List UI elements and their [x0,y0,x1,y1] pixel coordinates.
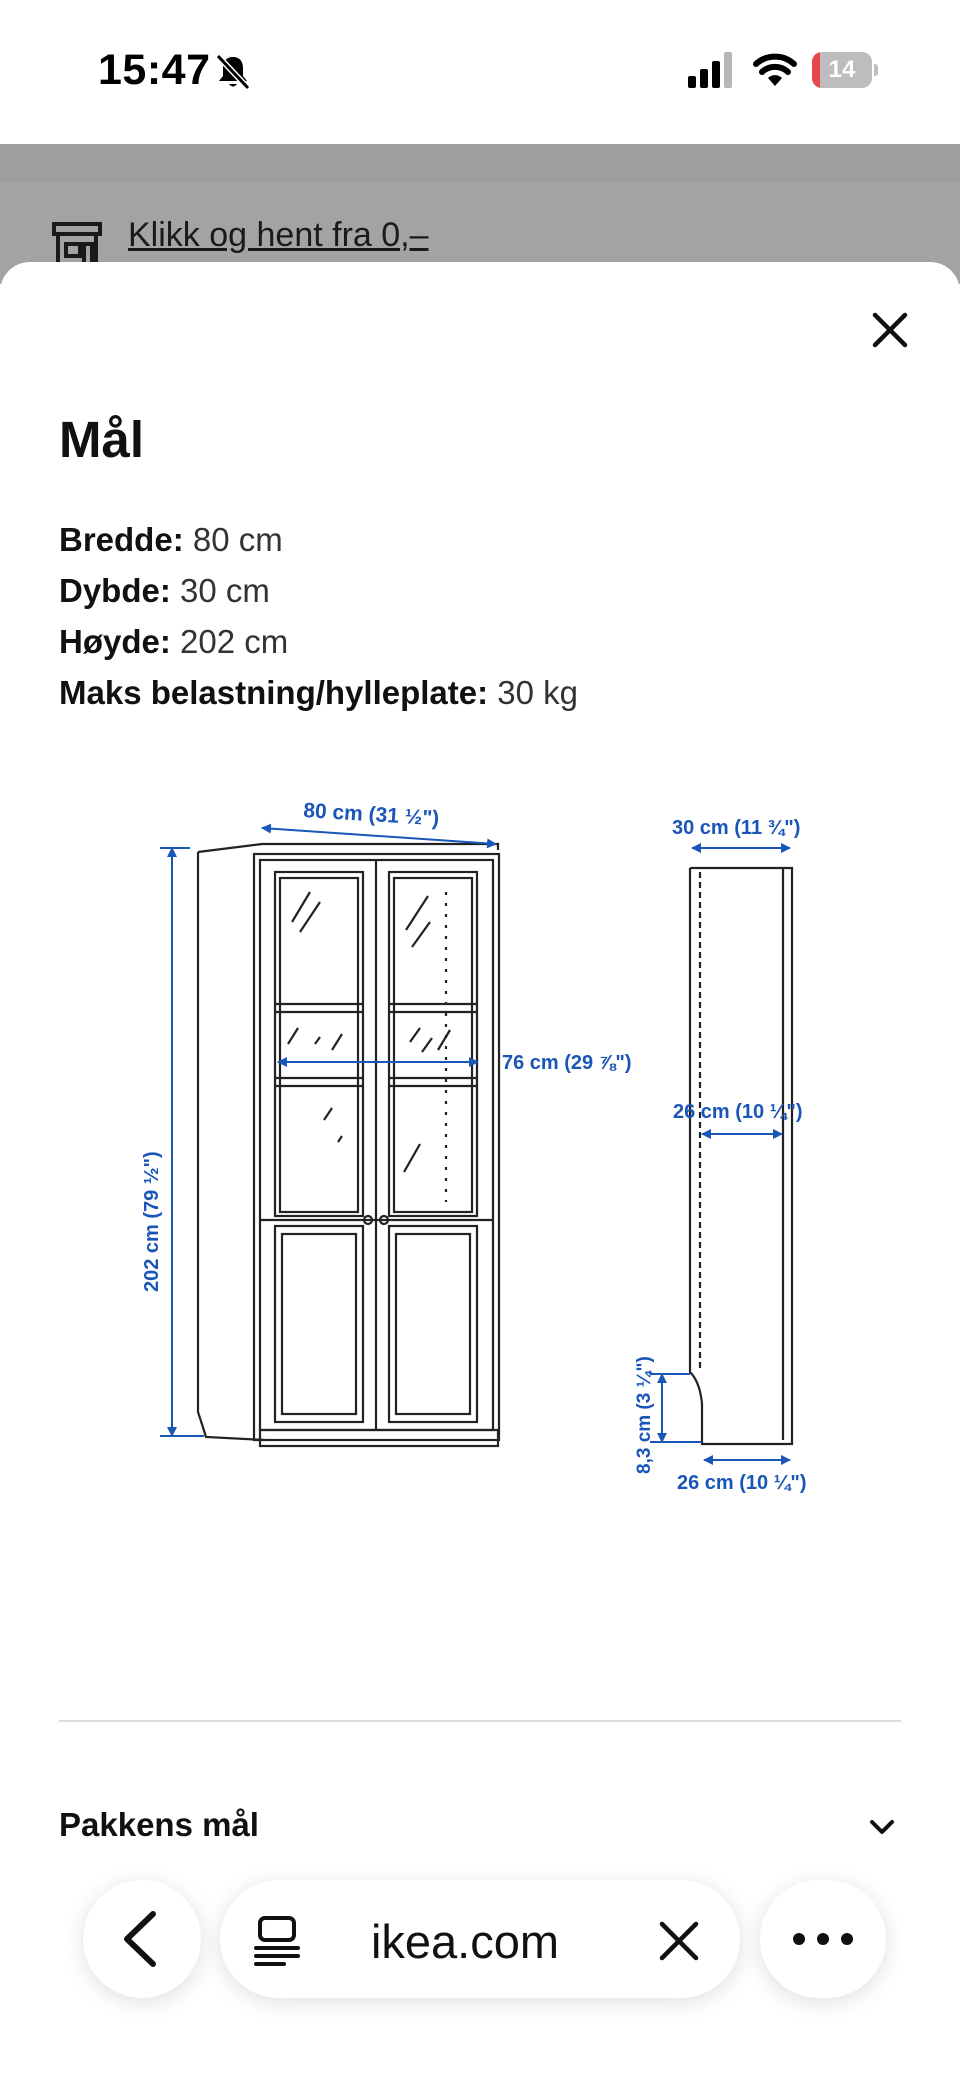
front-dimension-lines [160,828,496,1436]
spec-value: 80 cm [192,521,283,558]
chevron-down-icon [863,1808,901,1846]
inner-width-dimension-label: 76 cm (29 ⅞") [502,1052,632,1074]
status-bar [0,0,960,144]
spec-label: Dybde: [59,572,171,609]
package-dimensions-accordion[interactable] [59,1792,901,1862]
battery-level: 14 [828,56,856,83]
height-dimension-label: 202 cm (79 ½") [141,1151,163,1292]
spec-width [59,514,578,565]
width-dimension-label: 80 cm (31 ½") [302,799,440,831]
side-dimension-lines [650,848,790,1460]
battery-icon [812,52,878,88]
dimension-specs [59,514,578,718]
base-depth-dimension-label: 26 cm (10 ¼") [677,1472,807,1494]
reader-icon[interactable] [250,1914,304,1968]
depth-dimension-label: 30 cm (11 ¾") [672,817,801,839]
click-collect-link[interactable]: Klikk og hent fra 0,– [128,216,429,254]
front-view-drawing [198,844,499,1446]
side-view-drawing [690,868,792,1444]
plinth-height-dimension-label: 8,3 cm (3 ¼") [634,1356,655,1474]
spec-max-load [59,667,578,718]
back-icon [83,1880,201,1998]
clear-icon[interactable] [656,1918,702,1964]
more-icon [760,1880,886,1998]
sheet-title: Mål [59,411,145,468]
status-time: 15:47 [98,46,211,94]
spec-depth [59,565,578,616]
spec-height [59,616,578,667]
wifi-icon [752,50,798,88]
dimensions-sheet [0,262,960,2081]
back-button[interactable] [83,1880,201,1998]
spec-value: 202 cm [180,623,289,660]
url-text[interactable]: ikea.com [370,1915,560,1968]
close-icon[interactable] [866,306,914,354]
more-button[interactable] [760,1880,886,1998]
spec-label: Bredde: [59,521,184,558]
spec-value: 30 cm [180,572,270,609]
spec-label: Maks belastning/hylleplate: [59,674,489,711]
package-dimensions-label: Pakkens mål [59,1806,259,1843]
cellular-signal-icon [688,52,732,88]
spec-label: Høyde: [59,623,171,660]
section-divider [59,1720,901,1722]
spec-value: 30 kg [497,674,579,711]
dimension-diagram [120,772,910,1602]
inner-depth-dimension-label: 26 cm (10 ¼") [673,1101,803,1123]
bell-slash-icon [213,52,253,92]
address-bar[interactable] [220,1880,740,1998]
